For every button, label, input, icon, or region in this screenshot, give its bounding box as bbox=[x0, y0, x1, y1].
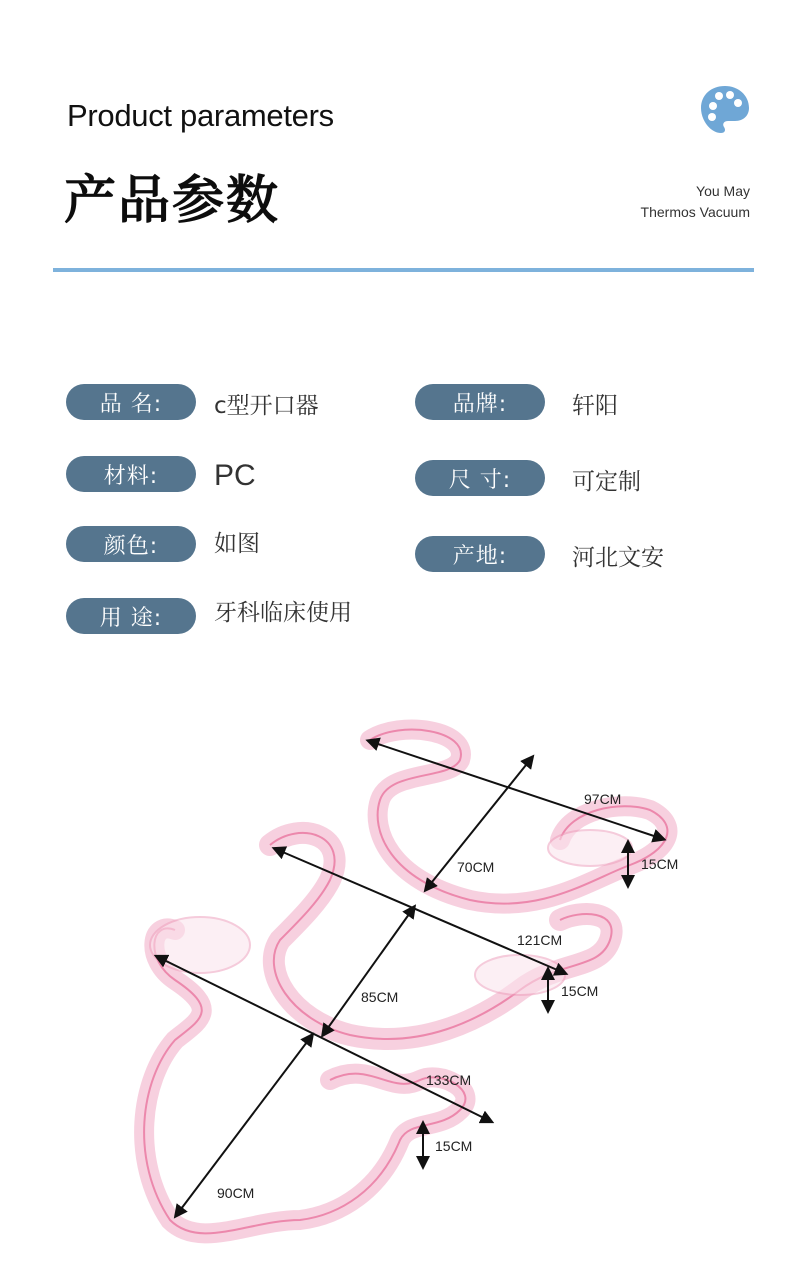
product-image bbox=[0, 660, 790, 1275]
large-height-label: 15CM bbox=[435, 1138, 473, 1154]
medium-length-label: 121CM bbox=[517, 932, 563, 948]
use-label: 用 途: bbox=[66, 598, 196, 634]
origin-value: 河北文安 bbox=[572, 545, 664, 571]
material-value: PC bbox=[214, 459, 256, 492]
header-divider bbox=[53, 268, 754, 272]
retractor-large bbox=[144, 917, 465, 1233]
small-length-label: 97CM bbox=[584, 791, 622, 807]
small-height-label: 15CM bbox=[641, 856, 679, 872]
brand-value: 轩阳 bbox=[572, 393, 618, 419]
page-title-cn: 产品参数 bbox=[64, 171, 281, 231]
brand-tagline bbox=[641, 181, 750, 223]
name-value: c型开口器 bbox=[214, 393, 319, 419]
large-length-label: 133CM bbox=[426, 1072, 472, 1088]
brand-label: 品牌: bbox=[415, 384, 545, 420]
size-label: 尺 寸: bbox=[415, 460, 545, 496]
small-width-label: 70CM bbox=[457, 859, 495, 875]
medium-width-label: 85CM bbox=[361, 989, 399, 1005]
origin-label: 产地: bbox=[415, 536, 545, 572]
material-label: 材料: bbox=[66, 456, 196, 492]
brand-line-1: You May bbox=[696, 183, 750, 199]
page-title-en: Product parameters bbox=[67, 98, 334, 133]
palette-icon bbox=[699, 84, 751, 136]
color-label: 颜色: bbox=[66, 526, 196, 562]
brand-line-2: Thermos Vacuum bbox=[640, 204, 750, 220]
large-width-label: 90CM bbox=[217, 1185, 255, 1201]
name-label: 品 名: bbox=[66, 384, 196, 420]
color-value: 如图 bbox=[214, 531, 260, 557]
size-value: 可定制 bbox=[572, 469, 641, 495]
use-value: 牙科临床使用 bbox=[214, 600, 352, 626]
medium-height-label: 15CM bbox=[561, 983, 599, 999]
